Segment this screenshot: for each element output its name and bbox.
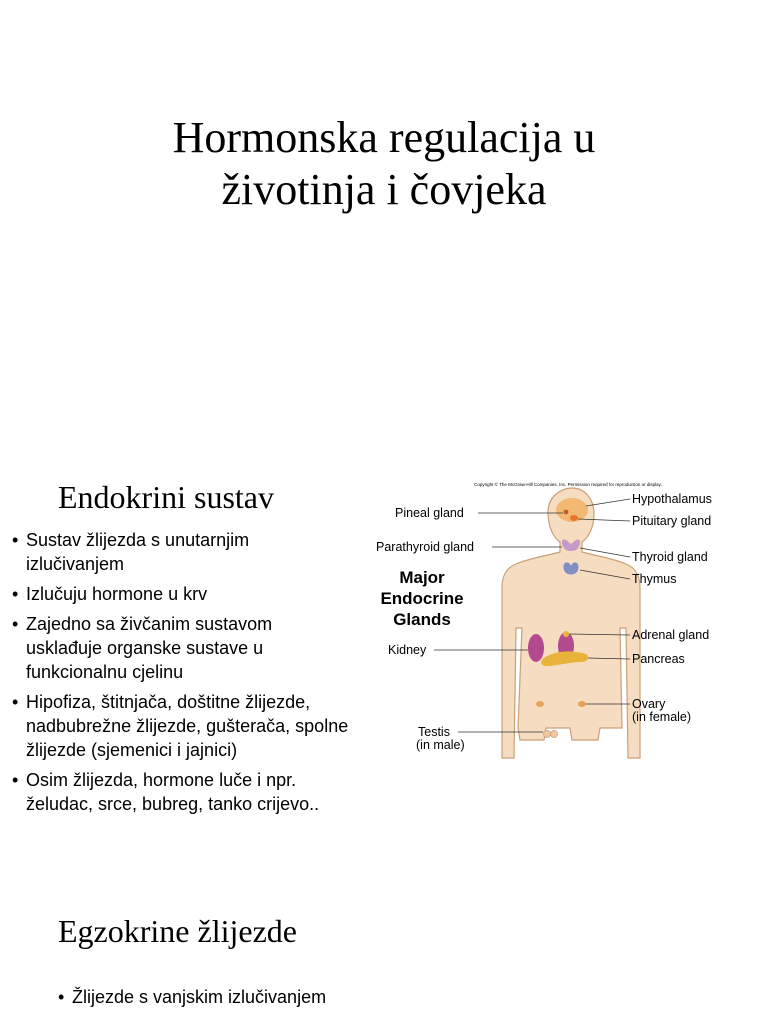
section-heading-endocrine: Endokrini sustav — [58, 479, 274, 515]
pineal-gland-icon — [564, 510, 569, 515]
endocrine-bullet-list — [12, 528, 352, 822]
slide-title-line-1: Hormonska regulacija u — [172, 113, 596, 162]
bullet-item: • Sustav žlijezda s unutarnjim izlučivanjem — [12, 528, 352, 576]
bullet-item: • Hipofiza, štitnjača, doštitne žlijezde, nadbubrežne žlijezde, gušterača, spolne žlijezde (sjemenici i jajnici) — [12, 690, 352, 762]
label-thymus: Thymus — [632, 572, 677, 586]
label-kidney: Kidney — [388, 643, 427, 657]
label-ovary: Ovary — [632, 697, 666, 711]
label-ovary-note: (in female) — [632, 710, 692, 724]
label-hypothalamus: Hypothalamus — [632, 492, 712, 506]
testis-right-icon — [551, 731, 558, 738]
bullet-item: • Žlijezde s vanjskim izlučivanjem — [58, 985, 738, 1009]
diagram-heading-line-3: Glands — [393, 610, 451, 629]
adrenal-gland-icon — [563, 631, 569, 637]
kidney-left-icon — [528, 634, 544, 662]
pituitary-gland-icon — [570, 515, 578, 521]
body-silhouette — [502, 488, 640, 758]
label-pituitary-gland: Pituitary gland — [632, 514, 712, 528]
diagram-copyright: Copyright © The McGraw-Hill Companies, Inc. Permission required for reproduction or display. — [474, 482, 662, 487]
ovary-right-icon — [578, 701, 586, 707]
label-testis: Testis — [418, 725, 450, 739]
label-thyroid-gland: Thyroid gland — [632, 550, 708, 564]
label-pineal-gland: Pineal gland — [395, 506, 464, 520]
ovary-left-icon — [536, 701, 544, 707]
slide-title — [0, 112, 768, 216]
label-pancreas: Pancreas — [632, 652, 685, 666]
bullet-item: • Zajedno sa živčanim sustavom usklađuje organske sustave u funkcionalnu cjelinu — [12, 612, 352, 684]
label-adrenal-gland: Adrenal gland — [632, 628, 710, 642]
diagram-heading-line-1: Major — [399, 568, 445, 587]
testis-left-icon — [544, 731, 551, 738]
bullet-item: • Izlučuju hormone u krv — [12, 582, 352, 606]
slide-title-line-2: životinja i čovjeka — [221, 165, 547, 214]
bullet-item: • Osim žlijezda, hormone luče i npr. želudac, srce, bubreg, tanko crijevo.. — [12, 768, 352, 816]
endocrine-glands-diagram — [350, 478, 740, 768]
exocrine-bullet-list — [58, 985, 738, 1015]
label-parathyroid-gland: Parathyroid gland — [376, 540, 474, 554]
diagram-heading-line-2: Endocrine — [380, 589, 464, 608]
label-testis-note: (in male) — [416, 738, 465, 752]
section-heading-exocrine: Egzokrine žlijezde — [58, 913, 297, 949]
